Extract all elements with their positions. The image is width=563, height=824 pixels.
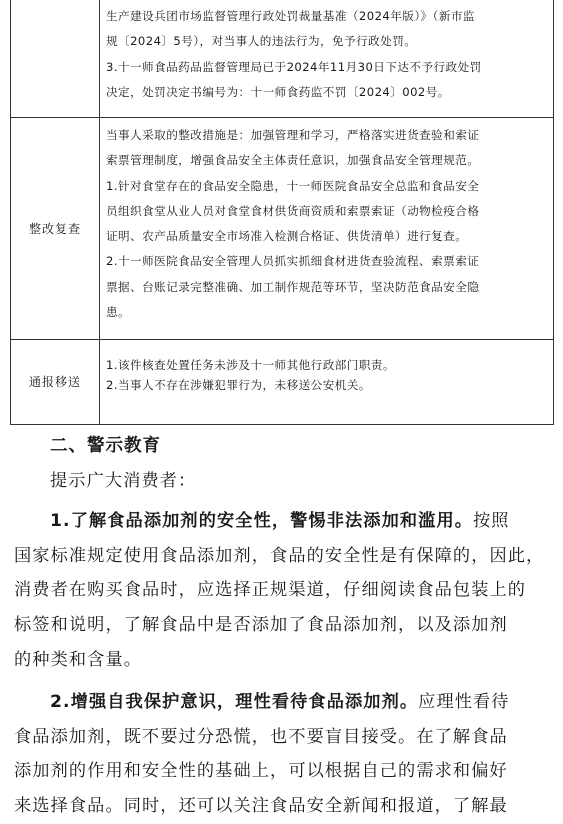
table-row-notification bbox=[10, 339, 554, 425]
row-content bbox=[100, 0, 553, 117]
text-line: 索票管理制度，增强食品安全主体责任意识，加强食品安全管理规范。 bbox=[106, 153, 480, 168]
row-label-empty bbox=[11, 0, 100, 117]
text-line: 患。 bbox=[106, 305, 131, 320]
paragraph-line: 标签和说明，了解食品中是否添加了食品添加剂，以及添加剂 bbox=[14, 614, 508, 635]
paragraph-1-first-line bbox=[14, 504, 544, 539]
paragraph-2-rest: 应理性看待 bbox=[418, 692, 510, 713]
paragraph-line: 食品添加剂，既不要过分恐慌，也不要盲目接受。在了解食品 bbox=[14, 726, 508, 747]
paragraph-1-rest: 按照 bbox=[473, 511, 510, 532]
paragraph-line: 消费者在购买食品时，应选择正规渠道，仔细阅读食品包装上的 bbox=[14, 580, 527, 601]
row-content bbox=[100, 339, 553, 424]
section-heading: 二、警示教育 bbox=[50, 436, 161, 456]
paragraph-2-lead: 2.增强自我保护意识，理性看待食品添加剂。 bbox=[50, 692, 419, 713]
paragraph-line: 的种类和含量。 bbox=[14, 649, 143, 670]
text-line: 1.针对食堂存在的食品安全隐患，十一师医院食品安全总监和食品安全 bbox=[106, 178, 480, 193]
row-content bbox=[100, 117, 553, 339]
text-line: 证明、农产品质量安全市场准入检测合格证、供货清单）进行复查。 bbox=[106, 229, 468, 244]
intro-text: 提示广大消费者： bbox=[50, 470, 197, 491]
warning-education-section bbox=[14, 429, 544, 824]
text-line: 2.当事人不存在涉嫌犯罪行为，未移送公安机关。 bbox=[106, 378, 371, 392]
paragraph-1-lead: 1.了解食品添加剂的安全性，警惕非法添加和滥用。 bbox=[50, 511, 474, 532]
paragraph-line: 来选择食品。同时，还可以关注食品安全新闻和报道，了解最 bbox=[14, 795, 508, 816]
table-row-penalty-basis bbox=[10, 0, 554, 117]
paragraph-line: 添加剂的作用和安全性的基础上，可以根据自己的需求和偏好 bbox=[14, 761, 508, 782]
paragraph-line: 国家标准规定使用食品添加剂，食品的安全性是有保障的，因此， bbox=[14, 545, 545, 566]
row-label-notification: 通报移送 bbox=[11, 339, 100, 424]
text-line: 生产建设兵团市场监督管理行政处罚裁量基准（2024年版）》（新市监 bbox=[106, 9, 475, 23]
row-label-rectification: 整改复查 bbox=[11, 117, 100, 339]
text-line: 3.十一师食品药品监督管理局已于2024年11月30日下达不予行政处罚 bbox=[106, 59, 482, 74]
text-line: 1.该件核查处置任务未涉及十一师其他行政部门职责。 bbox=[106, 358, 395, 372]
text-line: 规〔2024〕5号），对当事人的违法行为，免予行政处罚。 bbox=[106, 34, 417, 49]
paragraph-2-first-line bbox=[14, 685, 544, 720]
text-line: 员组织食堂从业人员对食堂食材供货商资质和索票索证（动物检疫合格 bbox=[106, 203, 480, 218]
table-row-rectification bbox=[10, 117, 554, 339]
text-line: 决定，处罚决定书编号为：十一师食药监不罚〔2024〕002号。 bbox=[106, 84, 450, 99]
text-line: 当事人采取的整改措施是：加强管理和学习，严格落实进货查验和索证 bbox=[106, 128, 480, 142]
text-line: 2.十一师医院食品安全管理人员抓实抓细食材进货查验流程、索票索证 bbox=[106, 254, 480, 269]
text-line: 票据、台账记录完整准确、加工制作规范等环节，坚决防范食品安全隐 bbox=[106, 279, 480, 294]
